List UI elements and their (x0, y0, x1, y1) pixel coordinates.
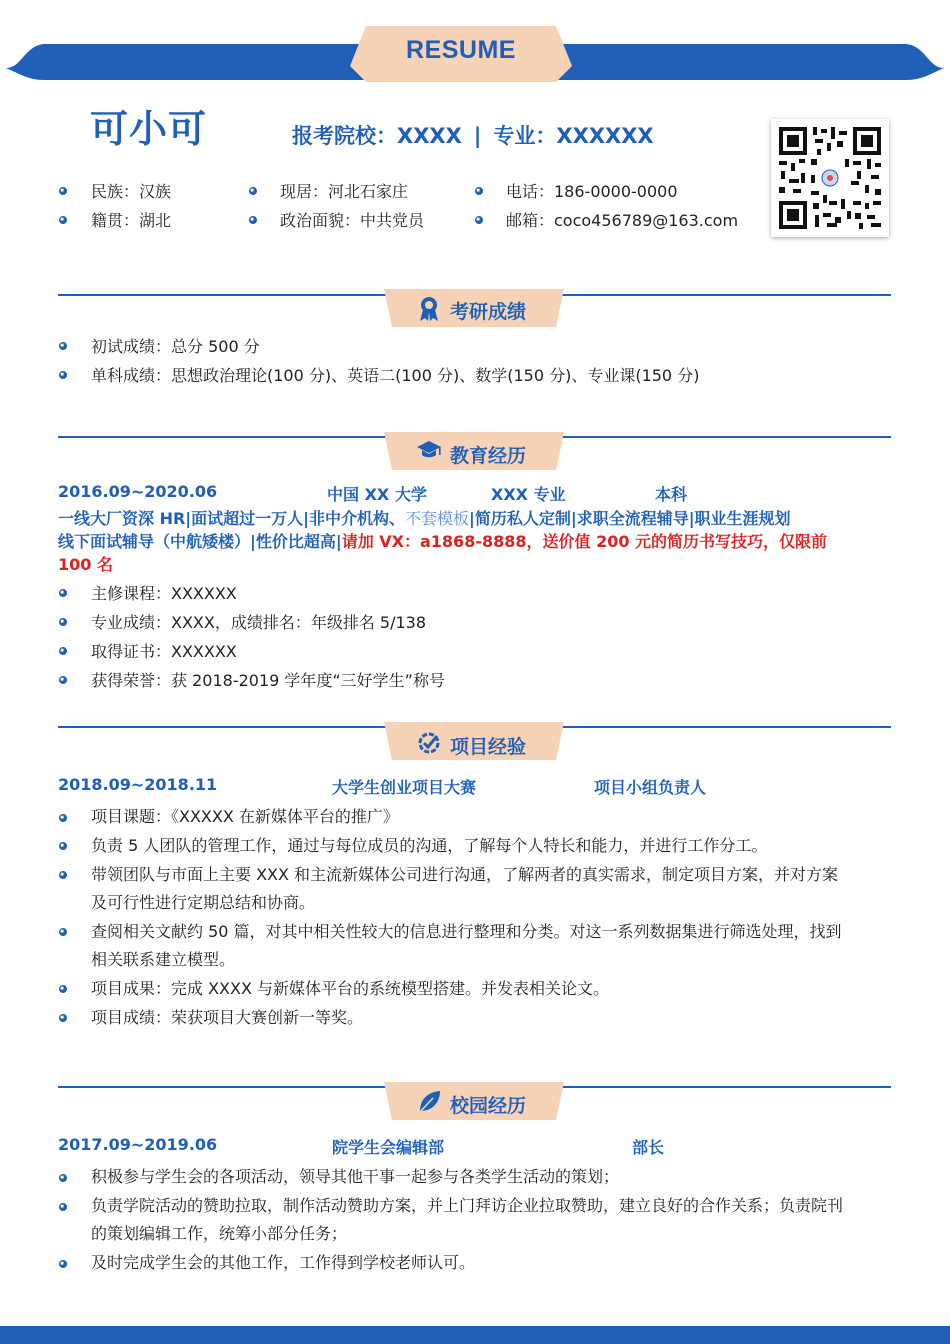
bullet-icon (59, 187, 67, 195)
project-item: 项目成果：完成 XXXX 与新媒体平台的系统模型搭建。并发表相关论文。 (91, 979, 610, 998)
project-item: 负责 5 人团队的管理工作，通过与每位成员的沟通，了解每个人特长和能力，并进行工作分工。 (91, 836, 768, 855)
project-role: 项目小组负责人 (594, 778, 707, 797)
education-degree: 本科 (655, 485, 688, 504)
campus-item-cont: 的策划编辑工作，统筹小部分任务； (91, 1224, 348, 1243)
section-title-education: 教育经历 (450, 445, 527, 467)
bullet-icon (59, 871, 67, 879)
project-item: 带领团队与市面上主要 XXX 和主流新媒体公司进行沟通，了解两者的真实需求，制定项目方案，并对方案 (91, 865, 839, 884)
target-line (292, 120, 654, 150)
bullet-icon (475, 216, 483, 224)
section-title-campus: 校园经历 (450, 1095, 527, 1117)
project-item: 项目成绩：荣获项目大赛创新一等奖。 (91, 1008, 364, 1027)
bullet-icon (59, 371, 67, 379)
clipped-row (58, 666, 858, 690)
bullet-icon (59, 1174, 67, 1182)
promo-text-red: 请加 VX：a1868-8888，送价值 200 元的简历书写技巧，仅限前 (341, 532, 828, 551)
bullet-icon (59, 216, 67, 224)
project-item: 项目课题：《XXXXX 在新媒体平台的推广》 (91, 807, 399, 826)
promo-text: |简历私人定制|求职全流程辅导|职业生涯规划 (469, 509, 791, 528)
promo-line-3 (58, 552, 113, 575)
bullet-icon (59, 647, 67, 655)
checklist-gear-icon (417, 731, 441, 755)
bullet-icon (59, 814, 67, 822)
leaf-icon (416, 1089, 442, 1115)
project-item-cont: 及可行性进行定期总结和协商。 (91, 893, 316, 912)
bullet-icon (59, 985, 67, 993)
info-ethnicity: 民族：汉族 (91, 182, 172, 201)
campus-item: 负责学院活动的赞助拉取，制作活动赞助方案，并上门拜访企业拉取赞助，建立良好的合作关系；负责院刊 (91, 1196, 844, 1215)
promo-line-1 (58, 506, 791, 529)
target-divider: | (473, 124, 482, 148)
project-name: 大学生创业项目大赛 (332, 778, 477, 797)
campus-period: 2017.09~2019.06 (58, 1135, 218, 1154)
target-major: 专业：XXXXXX (493, 124, 654, 148)
bullet-icon (249, 187, 257, 195)
section-title-project: 项目经验 (450, 736, 527, 758)
campus-item: 积极参与学生会的各项活动，领导其他干事一起参与各类学生活动的策划； (91, 1167, 620, 1186)
promo-line-2 (58, 529, 827, 552)
education-item: 取得证书：XXXXXX (91, 642, 237, 661)
promo-text-red: 100 名 (58, 555, 113, 574)
education-item: 获得荣誉：获 2018-2019 学年度“三好学生”称号 (91, 671, 445, 690)
award-ribbon-icon (418, 296, 440, 322)
project-item: 查阅相关文献约 50 篇，对其中相关性较大的信息进行整理和分类。对这一系列数据集进行筛选处理，找到 (91, 922, 842, 941)
bullet-icon (59, 342, 67, 350)
info-political: 政治面貌：中共党员 (280, 211, 425, 230)
candidate-name: 可小可 (90, 107, 208, 151)
resume-label: RESUME (406, 36, 516, 64)
target-school: 报考院校：XXXX (292, 124, 462, 148)
bullet-icon (59, 676, 67, 684)
bullet-icon (59, 618, 67, 626)
bullet-icon (249, 216, 257, 224)
bullet-icon (475, 187, 483, 195)
campus-role: 部长 (632, 1138, 665, 1157)
graduation-cap-icon (416, 440, 442, 460)
qr-code (771, 119, 889, 237)
promo-text: 一线大厂资深 HR|面试超过一万人|非中介机构、 (58, 509, 405, 528)
bullet-icon (59, 589, 67, 597)
education-major: XXX 专业 (491, 485, 566, 504)
score-item: 初试成绩：总分 500 分 (91, 337, 260, 356)
bullet-icon (59, 1260, 67, 1268)
qr-code-icon (771, 119, 889, 237)
info-residence: 现居：河北石家庄 (280, 182, 409, 201)
info-email: 邮箱：coco456789@163.com (506, 211, 739, 230)
education-item: 主修课程：XXXXXX (91, 584, 237, 603)
bottom-bar (0, 1326, 950, 1344)
promo-text: 线下面试辅导（中航矮楼）|性价比超高| (58, 532, 342, 551)
info-phone: 电话：186-0000-0000 (506, 182, 678, 201)
education-school: 中国 XX 大学 (327, 485, 427, 504)
bullet-icon (59, 928, 67, 936)
campus-item: 及时完成学生会的其他工作，工作得到学校老师认可。 (91, 1253, 476, 1272)
info-origin: 籍贯：湖北 (91, 211, 172, 230)
promo-text-light: 不套模板 (404, 509, 469, 528)
education-item: 专业成绩：XXXX，成绩排名：年级排名 5/138 (91, 613, 427, 632)
bullet-icon (59, 1203, 67, 1211)
section-title-scores: 考研成绩 (450, 301, 527, 323)
education-period: 2016.09~2020.06 (58, 482, 218, 501)
campus-org: 院学生会编辑部 (332, 1138, 445, 1157)
bullet-icon (59, 842, 67, 850)
project-item-cont: 相关联系建立模型。 (91, 950, 236, 969)
project-period: 2018.09~2018.11 (58, 775, 218, 794)
bullet-icon (59, 1014, 67, 1022)
score-item: 单科成绩：思想政治理论(100 分)、英语二(100 分)、数学(150 分)、专业课(150 分) (91, 366, 700, 385)
